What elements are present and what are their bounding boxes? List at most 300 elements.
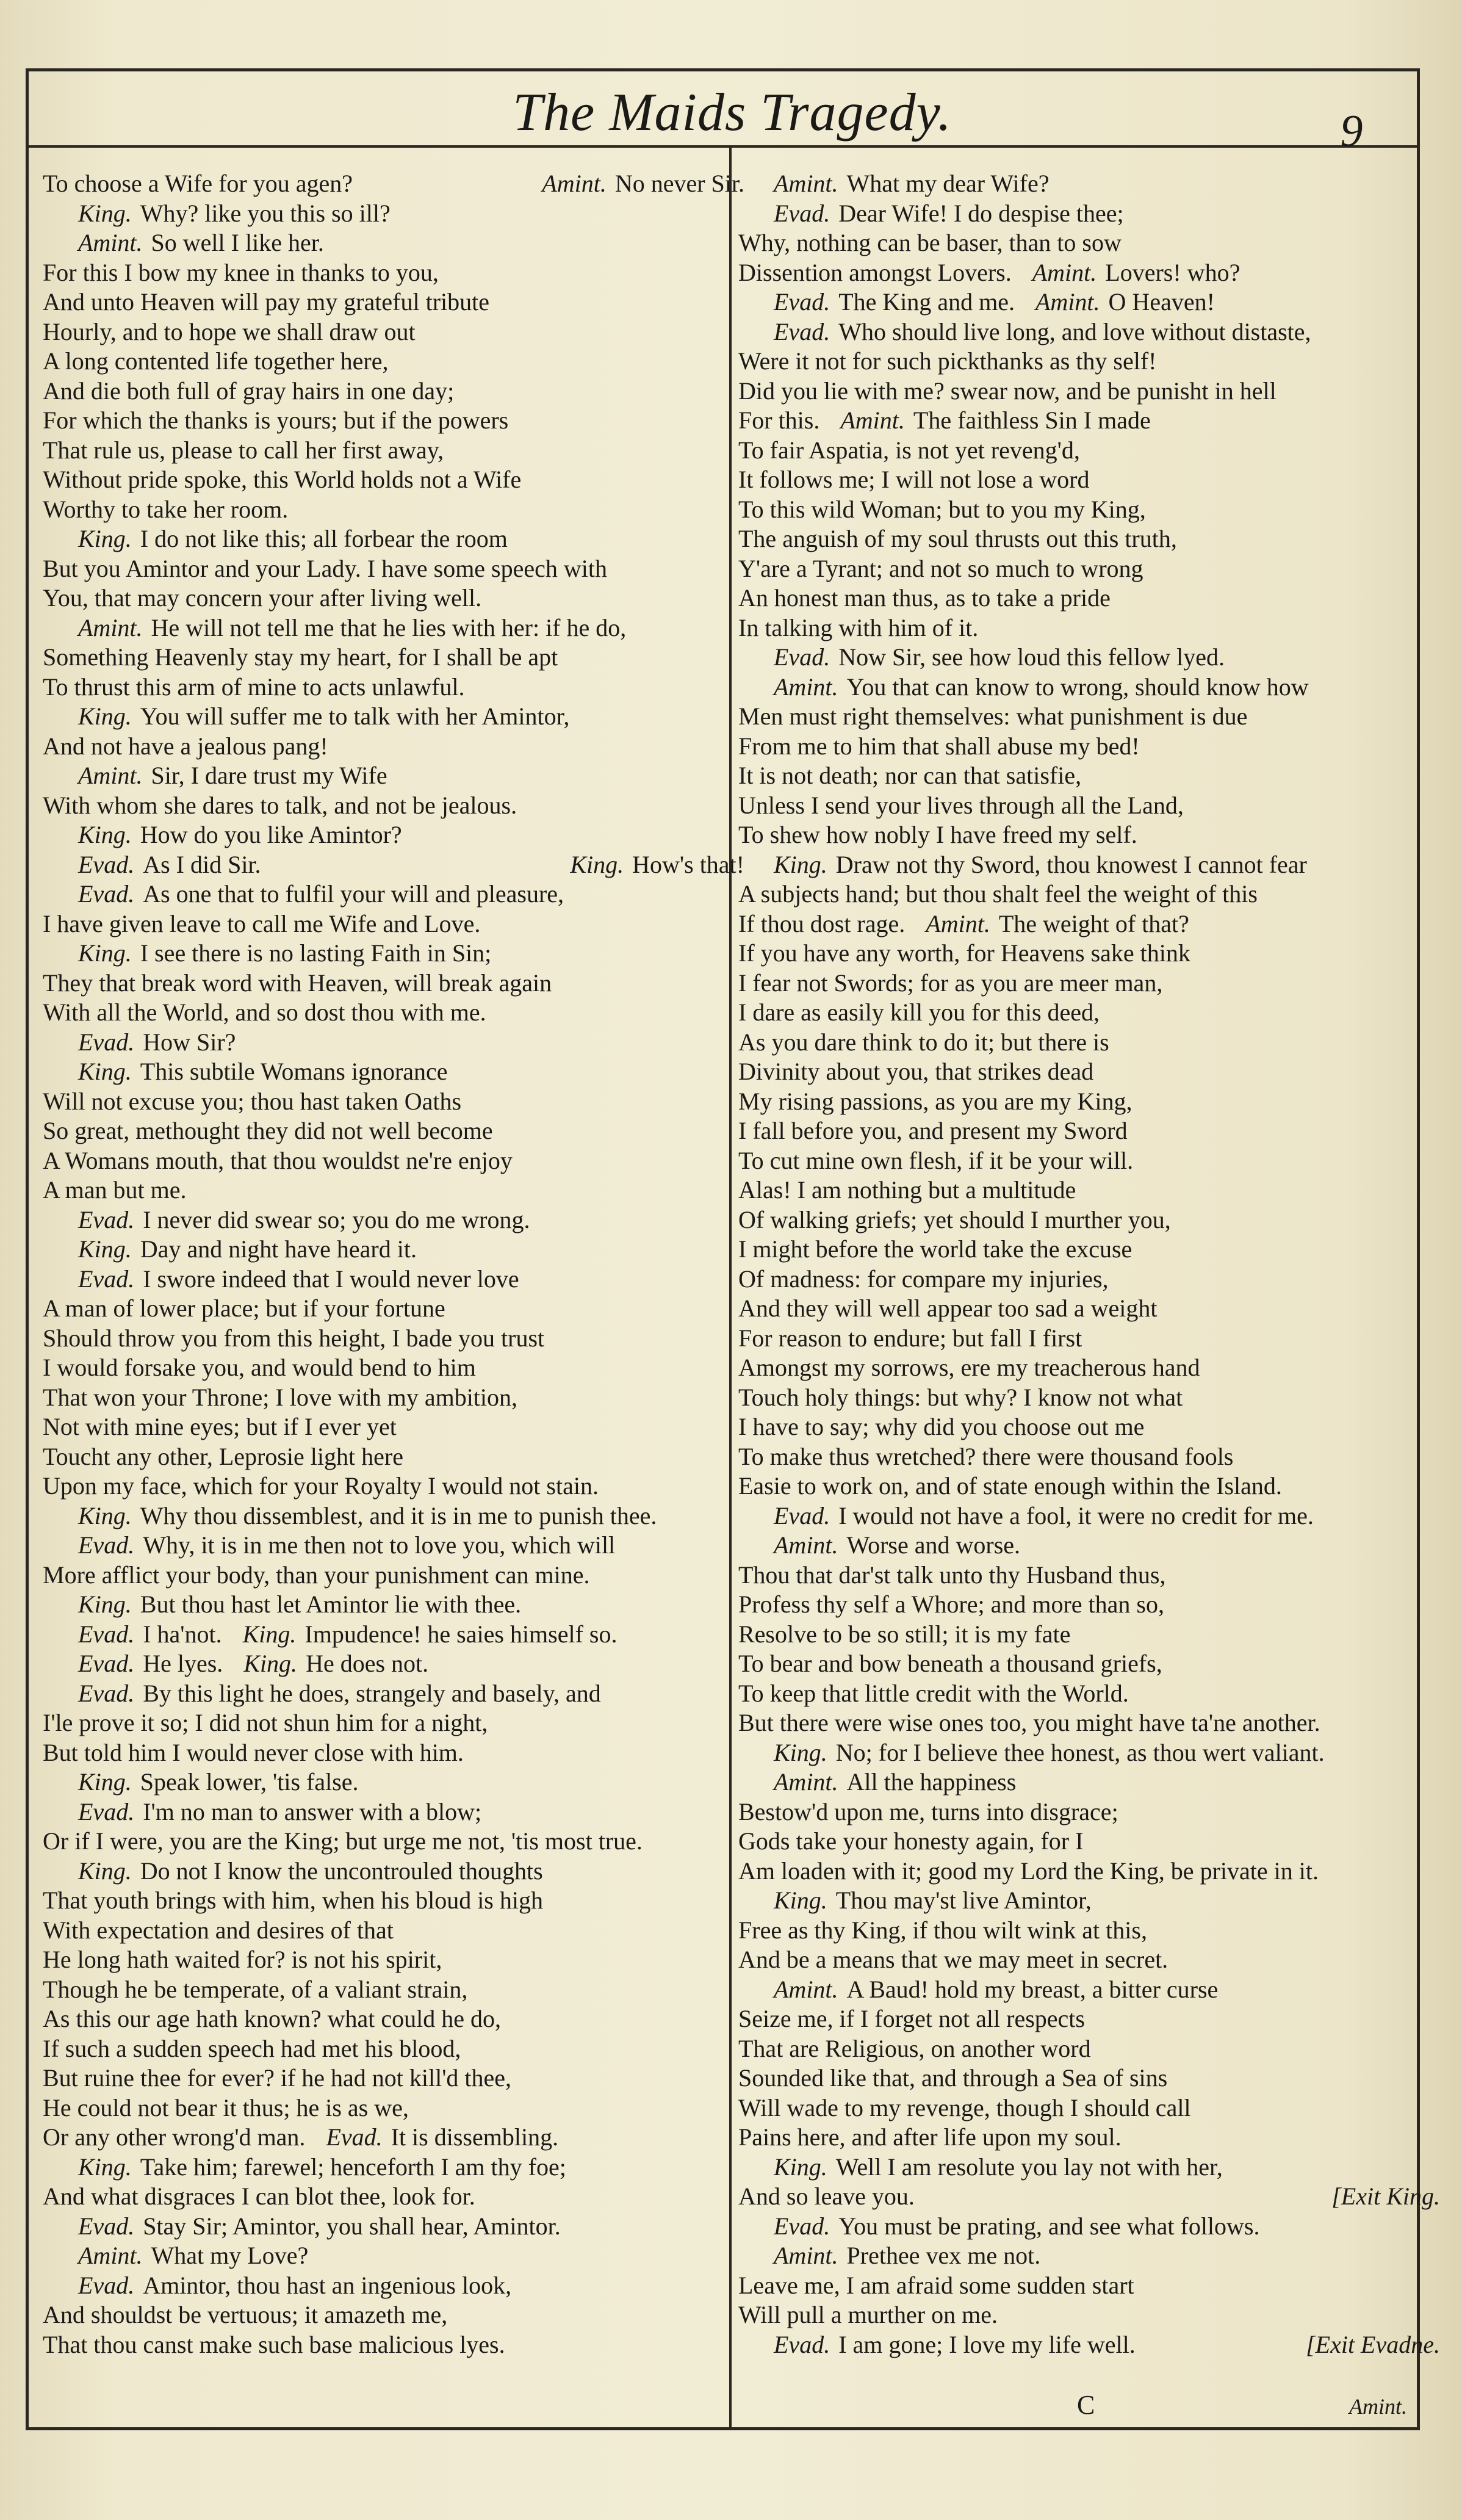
- text-line: [738, 1353, 1440, 1383]
- speaker-label: Amint.: [774, 1531, 838, 1559]
- text-line: [43, 2063, 744, 2093]
- text-line: [738, 998, 1440, 1028]
- line-text: And shouldst be vertuous; it amazeth me,: [43, 2301, 448, 2328]
- speaker-label: Amint.: [78, 229, 143, 256]
- line-text: Y'are a Tyrant; and not so much to wrong: [738, 554, 1143, 582]
- line-text: I fear not Swords; for as you are meer man,: [738, 969, 1163, 997]
- line-text: A Baud! hold my breast, a bitter curse: [846, 1975, 1219, 2003]
- text-line: [43, 791, 744, 821]
- text-line: [738, 436, 1440, 466]
- text-line: [738, 1028, 1440, 1058]
- line-text: Hourly, and to hope we shall draw out: [43, 317, 416, 345]
- text-line: [738, 465, 1440, 495]
- line-text: Worthy to take her room.: [43, 495, 289, 523]
- line-text: Why thou dissemblest, and it is in me to punish thee.: [140, 1501, 657, 1529]
- line-text: For this.: [738, 406, 820, 434]
- text-line: [43, 1205, 744, 1235]
- text-line: [43, 820, 744, 850]
- text-line: [738, 1087, 1440, 1117]
- speaker-label: Amint.: [774, 1768, 838, 1796]
- exit-direction: [Exit Evadne.: [1306, 2330, 1440, 2358]
- text-line: [43, 2182, 744, 2212]
- speaker-label: King.: [774, 1886, 827, 1914]
- text-line: [43, 1767, 744, 1797]
- line-text: A subjects hand; but thou shalt feel the weight of this: [738, 880, 1258, 908]
- text-line: [43, 199, 744, 229]
- speaker-label: Evad.: [78, 880, 135, 908]
- text-line: [43, 1412, 744, 1442]
- text-line: [43, 1649, 744, 1679]
- speaker-label: King.: [570, 850, 624, 878]
- line-text: Amintor, thou hast an ingenious look,: [143, 2271, 512, 2299]
- line-text: To bear and bow beneath a thousand griefs,: [738, 1650, 1162, 1677]
- line-text: It is dissembling.: [391, 2123, 559, 2151]
- text-line: [738, 850, 1440, 880]
- line-text: And die both full of gray hairs in one day;: [43, 377, 455, 405]
- text-line: [43, 347, 744, 377]
- signature-mark: C: [1077, 2390, 1095, 2420]
- text-line: [43, 1294, 744, 1324]
- text-line: [738, 702, 1440, 732]
- line-text: A man but me.: [43, 1176, 187, 1204]
- speaker-label: Amint.: [926, 909, 990, 937]
- line-text: Leave me, I am afraid some sudden start: [738, 2271, 1134, 2299]
- text-line: [738, 1383, 1440, 1413]
- line-text: Profess thy self a Whore; and more than so,: [738, 1590, 1164, 1618]
- line-text: And not have a jealous pang!: [43, 732, 328, 760]
- line-text: Thou may'st live Amintor,: [835, 1886, 1092, 1914]
- text-line: [738, 377, 1440, 406]
- line-text: How do you like Amintor?: [140, 821, 402, 848]
- text-line: [738, 2034, 1440, 2064]
- speaker-label: King.: [78, 1058, 132, 1085]
- text-line: [43, 732, 744, 762]
- line-text: If thou dost rage.: [738, 909, 906, 937]
- speaker-label: King.: [242, 1620, 297, 1648]
- text-line: [738, 1649, 1440, 1679]
- text-line: [738, 2330, 1440, 2360]
- line-text: From me to him that shall abuse my bed!: [738, 732, 1140, 760]
- speaker-label: Evad.: [78, 1650, 135, 1677]
- line-text: How's that!: [632, 850, 744, 878]
- line-text: To thrust this arm of mine to acts unlawful.: [43, 673, 465, 701]
- speaker-label: Evad.: [78, 850, 135, 878]
- text-line: [43, 258, 744, 288]
- text-line: [738, 1057, 1440, 1087]
- line-text: A man of lower place; but if your fortune: [43, 1294, 445, 1322]
- line-text: But thou hast let Amintor lie with thee.: [140, 1590, 522, 1618]
- speaker-label: Evad.: [774, 2330, 830, 2358]
- text-line: [43, 1265, 744, 1294]
- speaker-label: Amint.: [1032, 258, 1097, 286]
- speaker-label: Amint.: [542, 170, 607, 197]
- text-line: [738, 1146, 1440, 1176]
- text-line: [738, 2004, 1440, 2034]
- line-text: Do not I know the uncontrouled thoughts: [140, 1857, 543, 1885]
- text-line: [43, 850, 744, 880]
- speaker-label: Amint.: [78, 762, 143, 789]
- text-line: [43, 1531, 744, 1561]
- speaker-label: Evad.: [78, 1205, 135, 1233]
- text-line: [738, 1916, 1440, 1946]
- text-line: [738, 1205, 1440, 1235]
- line-text: Worse and worse.: [846, 1531, 1021, 1559]
- line-text: Pains here, and after life upon my soul.: [738, 2123, 1122, 2151]
- line-text: And be a means that we may meet in secret.: [738, 1946, 1169, 1973]
- text-line: [43, 1857, 744, 1886]
- text-line: [43, 2123, 744, 2153]
- line-text: With whom she dares to talk, and not be jealous.: [43, 791, 517, 819]
- line-text: A long contented life together here,: [43, 347, 389, 375]
- line-text: To keep that little credit with the World.: [738, 1679, 1129, 1707]
- text-line: [738, 1827, 1440, 1857]
- text-line: [738, 1708, 1440, 1738]
- line-text: To cut mine own flesh, if it be your will.: [738, 1146, 1134, 1174]
- text-line: [738, 583, 1440, 613]
- text-line: [43, 673, 744, 702]
- speaker-label: King.: [774, 1738, 827, 1766]
- text-line: [738, 287, 1440, 317]
- line-text: That youth brings with him, when his bloud is high: [43, 1886, 543, 1914]
- line-text: Something Heavenly stay my heart, for I shall be apt: [43, 643, 558, 671]
- text-line: [738, 495, 1440, 525]
- line-text: That rule us, please to call her first away,: [43, 436, 444, 464]
- text-line: [43, 2330, 744, 2360]
- line-text: Easie to work on, and of state enough within the Island.: [738, 1472, 1282, 1500]
- text-line: [738, 791, 1440, 821]
- speaker-label: Evad.: [78, 1620, 135, 1648]
- text-line: [43, 761, 744, 791]
- line-text: And what disgraces I can blot thee, look for.: [43, 2182, 475, 2210]
- text-line: [43, 1442, 744, 1472]
- line-text: They that break word with Heaven, will break again: [43, 969, 552, 997]
- line-text: Prethee vex me not.: [846, 2242, 1041, 2269]
- line-text: I never did swear so; you do me wrong.: [143, 1205, 530, 1233]
- text-line: [738, 228, 1440, 258]
- line-text: Am loaden with it; good my Lord the King, be private in it.: [738, 1857, 1319, 1885]
- text-line: [43, 554, 744, 584]
- speaker-label: Evad.: [78, 1679, 135, 1707]
- speaker-label: King.: [78, 1768, 132, 1796]
- text-line: [43, 969, 744, 998]
- speaker-label: Amint.: [840, 406, 905, 434]
- line-text: I would forsake you, and would bend to him: [43, 1354, 476, 1381]
- inline-speech: [1032, 259, 1241, 286]
- right-column: [738, 169, 1440, 2359]
- text-line: [738, 1797, 1440, 1827]
- speaker-label: King.: [78, 525, 132, 552]
- text-line: [738, 2271, 1440, 2301]
- line-text: For reason to endure; but fall I first: [738, 1324, 1082, 1352]
- line-text: Men must right themselves: what punishment is due: [738, 702, 1248, 730]
- speaker-label: Amint.: [78, 2242, 143, 2269]
- text-line: [43, 2241, 744, 2271]
- line-text: And unto Heaven will pay my grateful tribute: [43, 288, 490, 316]
- line-text: Day and night have heard it.: [140, 1235, 417, 1263]
- line-text: Bestow'd upon me, turns into disgrace;: [738, 1797, 1118, 1825]
- text-line: [43, 879, 744, 909]
- text-line: [43, 2212, 744, 2242]
- line-text: He long hath waited for? is not his spirit,: [43, 1946, 442, 1973]
- text-line: [738, 643, 1440, 673]
- line-text: I have given leave to call me Wife and Love.: [43, 909, 481, 937]
- line-text: With all the World, and so dost thou with me.: [43, 998, 486, 1026]
- line-text: Will pull a murther on me.: [738, 2301, 998, 2328]
- text-line: [43, 1738, 744, 1768]
- running-title: The Maids Tragedy.: [513, 83, 952, 142]
- line-text: You must be prating, and see what follows.: [838, 2212, 1260, 2240]
- text-line: [43, 1028, 744, 1058]
- line-text: O Heaven!: [1108, 288, 1215, 316]
- line-text: I'm no man to answer with a blow;: [143, 1797, 482, 1825]
- line-text: Amongst my sorrows, ere my treacherous hand: [738, 1354, 1200, 1381]
- inline-speech: [1035, 288, 1215, 316]
- line-text: As one that to fulfil your will and pleasure,: [143, 880, 564, 908]
- speaker-label: Evad.: [774, 317, 830, 345]
- line-text: A Womans mouth, that thou wouldst ne're enjoy: [43, 1146, 513, 1174]
- line-text: I do not like this; all forbear the room: [140, 525, 508, 552]
- text-line: [43, 1708, 744, 1738]
- text-line: [43, 643, 744, 673]
- text-line: [43, 1146, 744, 1176]
- line-text: I might before the world take the excuse: [738, 1235, 1133, 1263]
- inline-speech: [542, 169, 744, 199]
- text-line: [43, 1383, 744, 1413]
- speaker-label: King.: [78, 1590, 132, 1618]
- text-line: [43, 1827, 744, 1857]
- line-text: Without pride spoke, this World holds not a Wife: [43, 466, 522, 493]
- text-line: [738, 347, 1440, 377]
- line-text: Seize me, if I forget not all respects: [738, 2005, 1085, 2032]
- line-text: Alas! I am nothing but a multitude: [738, 1176, 1076, 1204]
- line-text: As you dare think to do it; but there is: [738, 1028, 1109, 1056]
- speaker-label: King.: [774, 850, 827, 878]
- line-text: To make thus wretched? there were thousand fools: [738, 1442, 1234, 1470]
- text-line: [738, 673, 1440, 702]
- text-line: [43, 939, 744, 969]
- speaker-label: King.: [78, 2153, 132, 2181]
- stage-direction: [1331, 2182, 1440, 2212]
- line-text: I am gone; I love my life well.: [838, 2330, 1136, 2358]
- line-text: To shew how nobly I have freed my self.: [738, 821, 1137, 848]
- line-text: But you Amintor and your Lady. I have some speech with: [43, 554, 607, 582]
- line-text: I see there is no lasting Faith in Sin;: [140, 939, 492, 967]
- text-line: [738, 732, 1440, 762]
- line-text: Divinity about you, that strikes dead: [738, 1058, 1094, 1085]
- line-text: The King and me.: [838, 288, 1015, 316]
- line-text: If you have any worth, for Heavens sake think: [738, 939, 1190, 967]
- text-line: [738, 1324, 1440, 1354]
- line-text: Why? like you this so ill?: [140, 199, 391, 227]
- text-line: [43, 2300, 744, 2330]
- text-line: [738, 909, 1440, 939]
- line-text: Lovers! who?: [1105, 258, 1241, 286]
- line-text: Though he be temperate, of a valiant strain,: [43, 1975, 468, 2003]
- line-text: An honest man thus, as to take a pride: [738, 584, 1111, 612]
- inline-speech: [570, 850, 744, 880]
- line-text: No; for I believe thee honest, as thou wert valiant.: [835, 1738, 1325, 1766]
- speaker-label: Evad.: [78, 2271, 135, 2299]
- text-line: [738, 199, 1440, 229]
- text-line: [43, 1590, 744, 1620]
- line-text: He will not tell me that he lies with her: if he do,: [151, 613, 627, 641]
- line-text: As this our age hath known? what could he do,: [43, 2005, 501, 2032]
- line-text: I have to say; why did you choose out me: [738, 1413, 1145, 1440]
- line-text: Touch holy things: but why? I know not what: [738, 1383, 1183, 1411]
- speaker-label: Evad.: [774, 288, 830, 316]
- text-line: [738, 2093, 1440, 2123]
- text-line: [43, 1175, 744, 1205]
- speaker-label: King.: [78, 1857, 132, 1885]
- speaker-label: Evad.: [326, 2123, 383, 2151]
- inline-speech: [840, 406, 1150, 434]
- text-line: [738, 879, 1440, 909]
- line-text: Will wade to my revenge, though I should call: [738, 2093, 1191, 2121]
- line-text: But told him I would never close with him.: [43, 1738, 464, 1766]
- line-text: So well I like her.: [151, 229, 324, 256]
- text-line: [738, 2212, 1440, 2242]
- line-text: As I did Sir.: [143, 850, 261, 878]
- text-line: [43, 1353, 744, 1383]
- inline-speech: [926, 910, 1189, 937]
- text-line: [43, 2153, 744, 2182]
- text-line: [43, 169, 744, 199]
- text-line: [738, 761, 1440, 791]
- line-text: If such a sudden speech had met his blood,: [43, 2034, 461, 2062]
- speaker-label: Evad.: [774, 2212, 830, 2240]
- speaker-label: Evad.: [774, 1501, 830, 1529]
- speaker-label: King.: [78, 939, 132, 967]
- line-text: I'le prove it so; I did not shun him for a night,: [43, 1709, 488, 1736]
- left-column: [43, 169, 744, 2359]
- text-line: [738, 1679, 1440, 1709]
- text-line: [43, 317, 744, 347]
- speaker-label: Evad.: [78, 1797, 135, 1825]
- stage-direction: [1306, 2330, 1440, 2360]
- line-text: He lyes.: [143, 1650, 223, 1677]
- text-line: [43, 2034, 744, 2064]
- line-text: And so leave you.: [738, 2182, 915, 2210]
- text-line: [738, 1442, 1440, 1472]
- line-text: Were it not for such pickthanks as thy self!: [738, 347, 1157, 375]
- line-text: How Sir?: [143, 1028, 236, 1056]
- speaker-label: King.: [78, 199, 132, 227]
- text-line: [738, 2153, 1440, 2182]
- line-text: And they will well appear too sad a weight: [738, 1294, 1158, 1322]
- text-line: [43, 377, 744, 406]
- text-line: [43, 1679, 744, 1709]
- line-text: Of madness: for compare my injuries,: [738, 1265, 1109, 1293]
- line-text: He could not bear it thus; he is as we,: [43, 2093, 409, 2121]
- line-text: In talking with him of it.: [738, 613, 979, 641]
- line-text: I dare as easily kill you for this deed,: [738, 998, 1100, 1026]
- line-text: That are Religious, on another word: [738, 2034, 1091, 2062]
- text-line: [43, 1620, 744, 1650]
- line-text: Why, it is in me then not to love you, which will: [143, 1531, 616, 1559]
- text-line: [738, 1975, 1440, 2005]
- text-line: [43, 1087, 744, 1117]
- line-text: So great, methought they did not well become: [43, 1117, 493, 1144]
- text-line: [738, 1561, 1440, 1590]
- line-text: You will suffer me to talk with her Amintor,: [140, 702, 570, 730]
- text-line: [738, 1412, 1440, 1442]
- text-line: [738, 524, 1440, 554]
- line-text: Sounded like that, and through a Sea of sins: [738, 2064, 1168, 2092]
- text-line: [738, 1945, 1440, 1975]
- line-text: Sir, I dare trust my Wife: [151, 762, 387, 789]
- line-text: Speak lower, 'tis false.: [140, 1768, 359, 1796]
- line-text: I swore indeed that I would never love: [143, 1265, 519, 1293]
- text-line: [738, 1501, 1440, 1531]
- speaker-label: King.: [243, 1650, 298, 1677]
- text-line: [738, 317, 1440, 347]
- line-text: All the happiness: [846, 1768, 1017, 1796]
- text-line: [738, 969, 1440, 998]
- speaker-label: Evad.: [78, 1531, 135, 1559]
- line-text: Thou that dar'st talk unto thy Husband thus,: [738, 1561, 1166, 1589]
- line-text: Draw not thy Sword, thou knowest I cannot fear: [835, 850, 1307, 878]
- line-text: But there were wise ones too, you might have ta'ne another.: [738, 1709, 1320, 1736]
- text-line: [43, 1797, 744, 1827]
- line-text: Resolve to be so still; it is my fate: [738, 1620, 1071, 1648]
- line-text: It follows me; I will not lose a word: [738, 466, 1090, 493]
- line-text: You that can know to wrong, should know how: [846, 673, 1309, 701]
- line-text: You, that may concern your after living well.: [43, 584, 482, 612]
- text-line: [738, 554, 1440, 584]
- line-text: That thou canst make such base malicious lyes.: [43, 2330, 505, 2358]
- text-line: [43, 436, 744, 466]
- text-line: [738, 2123, 1440, 2153]
- line-text: More afflict your body, than your punishment can mine.: [43, 1561, 590, 1589]
- text-line: [43, 1975, 744, 2005]
- speaker-label: Amint.: [774, 170, 838, 197]
- line-text: He does not.: [306, 1650, 429, 1677]
- speaker-label: King.: [78, 821, 132, 848]
- text-line: [738, 1116, 1440, 1146]
- text-line: [738, 258, 1440, 288]
- line-text: Stay Sir; Amintor, you shall hear, Amintor.: [143, 2212, 561, 2240]
- line-text: Of walking griefs; yet should I murther you,: [738, 1205, 1171, 1233]
- line-text: Why, nothing can be baser, than to sow: [738, 229, 1122, 256]
- line-text: I ha'not.: [143, 1620, 222, 1648]
- speaker-label: Evad.: [78, 1265, 135, 1293]
- line-text: But ruine thee for ever? if he had not kill'd thee,: [43, 2064, 512, 2092]
- speaker-label: Amint.: [774, 1975, 838, 2003]
- line-text: I would not have a fool, it were no credit for me.: [838, 1501, 1314, 1529]
- exit-direction: [Exit King.: [1331, 2182, 1440, 2210]
- text-line: [738, 820, 1440, 850]
- speaker-label: Amint.: [774, 673, 838, 701]
- line-text: Take him; farewel; henceforth I am thy foe;: [140, 2153, 566, 2181]
- text-line: [43, 1886, 744, 1916]
- line-text: It is not death; nor can that satisfie,: [738, 762, 1082, 789]
- text-line: [43, 702, 744, 732]
- speaker-label: King.: [78, 1501, 132, 1529]
- line-text: The faithless Sin I made: [913, 406, 1151, 434]
- text-line: [738, 1767, 1440, 1797]
- text-line: [43, 524, 744, 554]
- text-line: [43, 909, 744, 939]
- text-line: [738, 613, 1440, 643]
- text-line: [43, 2093, 744, 2123]
- text-line: [43, 583, 744, 613]
- line-text: Should throw you from this height, I bade you trust: [43, 1324, 545, 1352]
- line-text: Or any other wrong'd man.: [43, 2123, 306, 2151]
- text-line: [43, 1916, 744, 1946]
- line-text: No never Sir.: [614, 170, 744, 197]
- text-line: [738, 1235, 1440, 1265]
- line-text: Now Sir, see how loud this fellow lyed.: [838, 643, 1225, 671]
